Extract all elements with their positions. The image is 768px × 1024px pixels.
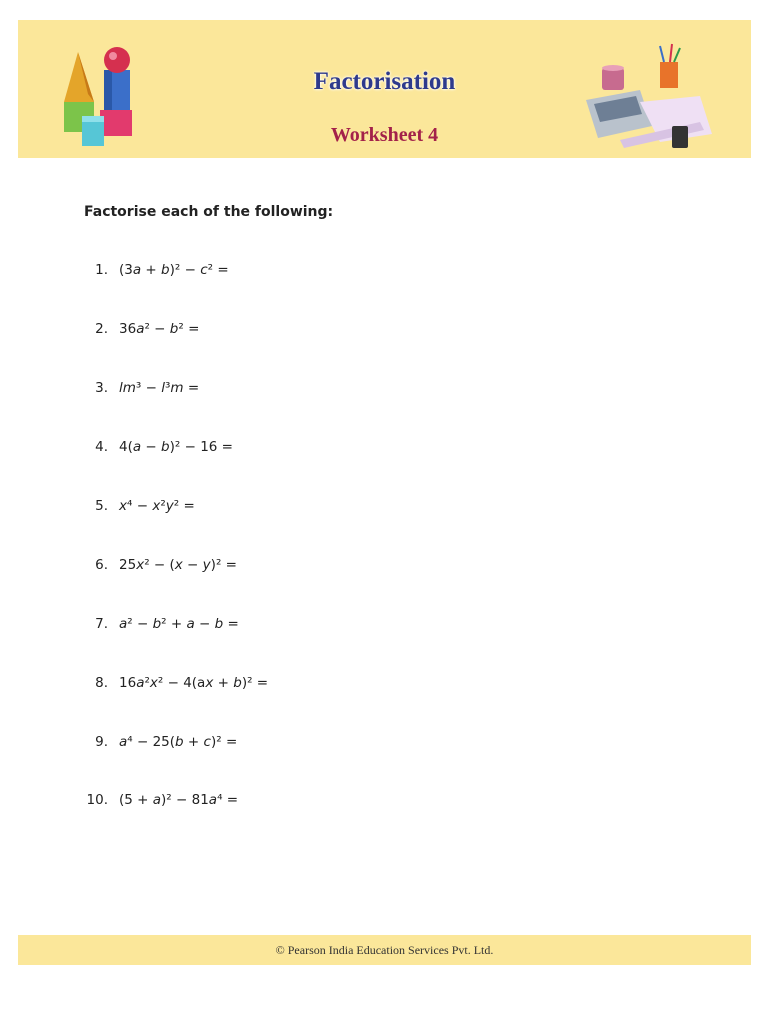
question-number: 10.	[86, 792, 108, 808]
question-expression: 16a²x² − 4(ax + b)² =	[119, 675, 269, 691]
header-banner	[18, 20, 751, 158]
question-number: 3.	[95, 380, 108, 396]
worksheet-subtitle: Worksheet 4	[330, 124, 439, 146]
question-number: 9.	[95, 734, 108, 750]
question-number: 7.	[95, 616, 108, 632]
question-number: 1.	[95, 262, 108, 278]
question-expression: a² − b² + a − b =	[119, 616, 239, 632]
question-expression: 25x² − (x − y)² =	[119, 557, 237, 573]
question-expression: x⁴ − x²y² =	[119, 498, 195, 514]
question-expression: a⁴ − 25(b + c)² =	[119, 734, 238, 750]
question-number: 8.	[95, 675, 108, 691]
question-expression: 36a² − b² =	[119, 321, 200, 337]
question-expression: (5 + a)² − 81a⁴ =	[119, 792, 239, 808]
question-expression: lm³ − l³m =	[119, 380, 200, 396]
copyright-footer: © Pearson India Education Services Pvt. Ltd.	[18, 935, 751, 965]
instruction-text: Factorise each of the following:	[84, 204, 334, 220]
question-number: 5.	[95, 498, 108, 514]
question-number: 2.	[95, 321, 108, 337]
calculator-stationery-illustration	[580, 42, 720, 152]
question-number: 4.	[95, 439, 108, 455]
question-number: 6.	[95, 557, 108, 573]
question-expression: (3a + b)² − c² =	[119, 262, 229, 278]
page-title: Factorisation	[313, 68, 456, 95]
question-expression: 4(a − b)² − 16 =	[119, 439, 233, 455]
